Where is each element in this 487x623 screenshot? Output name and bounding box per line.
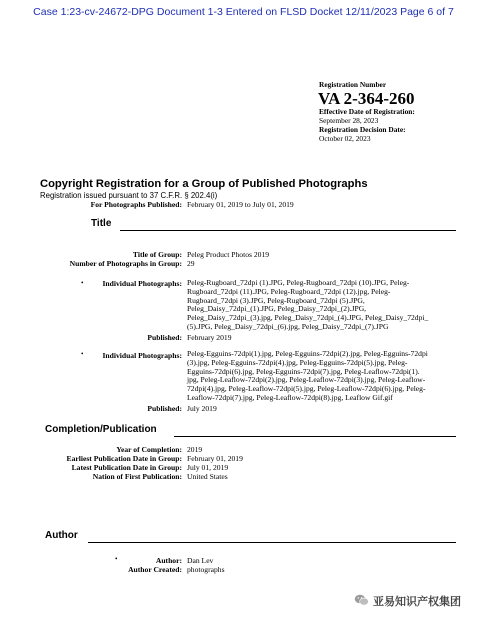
author-created-value: photographs [187,565,225,574]
year-of-completion-label: Year of Completion: [116,445,182,454]
nation-of-first-publication-label: Nation of First Publication: [92,472,182,481]
photograph-list-line: (3).jpg, Peleg-Egguins-72dpi(4).jpg, Peleg-Egguins-72dpi(5).jpg, Peleg- [187,357,408,367]
individual-photographs-label: Individual Photographs: [102,279,182,288]
title-of-group-value: Peleg Product Photos 2019 [187,250,270,259]
page-title: Copyright Registration for a Group of Published Photographs [40,178,368,190]
photograph-list-line: Rugboard_72dpi (11).JPG, Peleg-Rugboard_72dpi (12).jpg, Peleg- [187,286,391,296]
photograph-list-line: Rugboard_72dpi (3).JPG, Peleg-Rugboard_72dpi (5).JPG, [187,295,365,305]
section-heading-completion: Completion/Publication [45,424,157,435]
published-value-group-1: February 2019 [187,333,232,342]
photograph-list-line: Egguins-72dpi(6).jpg, Peleg-Egguins-72dpi(7).jpg, Peleg-Leaflow-72dpi(1). [187,366,420,376]
section-divider-author [88,542,456,543]
photograph-list-group-2 [187,350,428,403]
photograph-list-line: Peleg-Egguins-72dpi(1).jpg, Peleg-Egguins-72dpi(2).jpg, Peleg-Egguins-72dpi [187,349,428,358]
author-created-label: Author Created: [128,565,182,574]
photograph-list-line: Leaflow-72dpi(7).jpg, Peleg-Leaflow-72dpi(8).jpg, Leaflow Gif.gif [187,392,393,402]
author-label: Author: [155,556,182,565]
section-heading-author: Author [45,530,78,541]
photograph-list-line: jpg, Peleg-Leaflow-72dpi(2).jpg, Peleg-Leaflow-72dpi(3).jpg, Peleg-Leaflow- [187,375,426,385]
photograph-list-group-1 [187,279,428,332]
photograph-list-line: (5).JPG, Peleg_Daisy_72dpi_(6).jpg, Peleg_Daisy_72dpi_(7).JPG [187,321,389,331]
section-heading-title: Title [91,218,112,229]
bullet-icon: • [115,555,118,563]
author-value: Dan Lev [187,556,214,565]
photograph-list-line: Peleg-Rugboard_72dpi (1).JPG, Peleg-Rugboard_72dpi (10).JPG, Peleg- [187,278,410,287]
published-label: Published: [147,404,182,413]
year-of-completion-value: 2019 [187,445,203,454]
wechat-logo-icon [354,593,369,605]
registration-number-label: Registration Number [319,80,387,89]
photograph-list-line: Peleg_Daisy_72dpi_(1).JPG, Peleg_Daisy_72dpi_(2).JPG, [187,304,367,314]
bullet-icon: • [81,350,84,358]
effective-date-label: Effective Date of Registration: [319,107,415,116]
published-value-group-2: July 2019 [187,404,217,413]
number-of-photographs-label: Number of Photographs in Group: [69,259,182,268]
effective-date: September 28, 2023 [319,116,379,125]
page-subtitle: Registration issued pursuant to 37 C.F.R. § 202.4(i) [40,191,218,200]
registration-number: VA 2-364-260 [318,89,415,108]
individual-photographs-label: Individual Photographs: [102,351,182,360]
latest-publication-value: July 01, 2019 [187,463,229,472]
section-divider-completion [174,436,456,437]
for-photographs-label: For Photographs Published: [90,200,182,209]
court-docket-header: Case 1:23-cv-24672-DPG Document 1-3 Entered on FLSD Docket 12/11/2023 Page 6 of 7 [33,6,454,18]
decision-date: October 02, 2023 [319,134,371,143]
photograph-list-line: Peleg_Daisy_72dpi_(3).jpg, Peleg_Daisy_72dpi_(4).JPG, Peleg_Daisy_72dpi_ [187,313,429,323]
watermark-text: 亚易知识产权集团 [373,596,461,608]
title-of-group-label: Title of Group: [132,250,182,259]
published-label: Published: [147,333,182,342]
for-photographs-value: February 01, 2019 to July 01, 2019 [187,200,294,209]
decision-date-label: Registration Decision Date: [319,125,406,134]
nation-of-first-publication-value: United States [187,472,228,481]
section-divider-title [120,230,456,231]
earliest-publication-label: Earliest Publication Date in Group: [66,454,182,463]
photograph-list-line: 72dpi(4).jpg, Peleg-Leaflow-72dpi(5).jpg, Peleg-Leaflow-72dpi(6).jpg, Peleg- [187,384,426,394]
bullet-icon: • [81,279,84,287]
earliest-publication-value: February 01, 2019 [187,454,243,463]
number-of-photographs-value: 29 [187,259,195,268]
latest-publication-label: Latest Publication Date in Group: [71,463,182,472]
